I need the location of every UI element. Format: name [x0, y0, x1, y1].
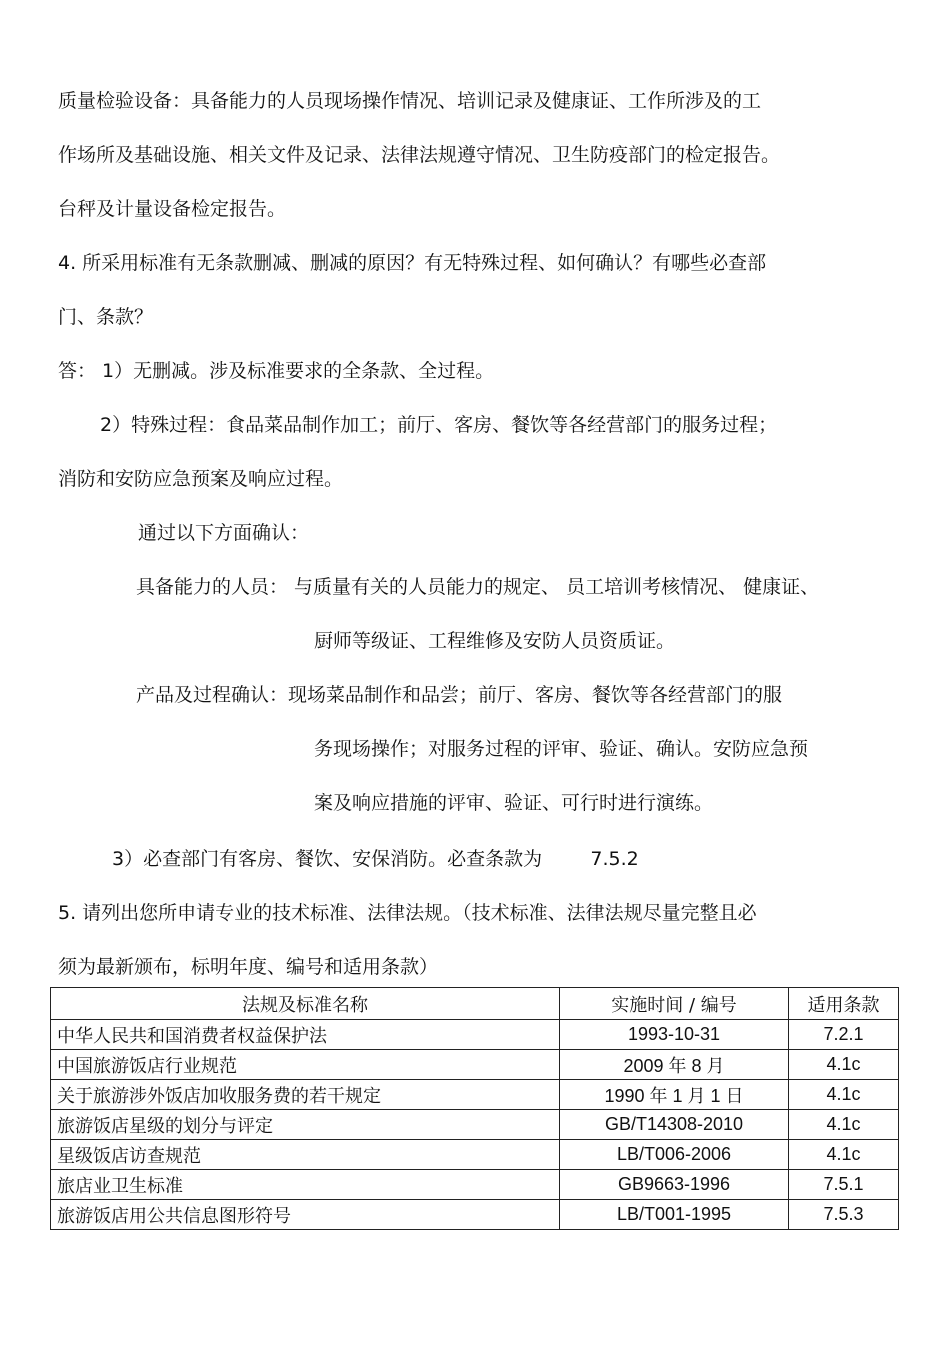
regulations-table [50, 987, 899, 1230]
table-row [51, 1110, 899, 1140]
regulation-name: 中华人民共和国消费者权益保护法 [51, 1020, 560, 1050]
question-5-line-1: 5. 请列出您所申请专业的技术标准、法律法规。（技术标准、法律法规尽量完整且必 [58, 902, 757, 924]
header-clause: 适用条款 [789, 988, 899, 1020]
regulation-name: 关于旅游涉外饭店加收服务费的若干规定 [51, 1080, 560, 1110]
question-4-line-1: 4. 所采用标准有无条款删减、删减的原因？有无特殊过程、如何确认？有哪些必查部 [58, 252, 767, 274]
table-row [51, 1080, 899, 1110]
regulation-date-number: 1990 年 1 月 1 日 [560, 1080, 789, 1110]
table-header-row [51, 988, 899, 1020]
regulation-clause: 4.1c [789, 1140, 899, 1170]
table-row [51, 1020, 899, 1050]
text-line-2: 作场所及基础设施、相关文件及记录、法律法规遵守情况、卫生防疫部门的检定报告。 [58, 144, 781, 166]
text-line-3: 台秤及计量设备检定报告。 [58, 198, 287, 220]
regulation-date-number: GB9663-1996 [560, 1170, 789, 1200]
regulation-date-number: GB/T14308-2010 [560, 1110, 789, 1140]
text-line-1: 质量检验设备：具备能力的人员现场操作情况、培训记录及健康证、工作所涉及的工 [58, 90, 762, 112]
table-row [51, 1140, 899, 1170]
regulation-name: 旅游饭店星级的划分与评定 [51, 1110, 560, 1140]
regulation-name: 旅店业卫生标准 [51, 1170, 560, 1200]
regulation-date-number: LB/T006-2006 [560, 1140, 789, 1170]
capable-personnel-line-2: 厨师等级证、工程维修及安防人员资质证。 [314, 630, 676, 652]
regulation-name: 中国旅游饭店行业规范 [51, 1050, 560, 1080]
table-row [51, 1200, 899, 1230]
regulation-clause: 4.1c [789, 1050, 899, 1080]
regulation-date-number: 2009 年 8 月 [560, 1050, 789, 1080]
answer-item-3: 3）必查部门有客房、餐饮、安保消防。必查条款为 7.5.2 [112, 848, 639, 870]
answer-item-2-line-2: 消防和安防应急预案及响应过程。 [58, 468, 344, 490]
confirm-heading: 通过以下方面确认： [138, 522, 310, 544]
capable-personnel-line-1: 具备能力的人员： 与质量有关的人员能力的规定、 员工培训考核情况、 健康证、 [136, 576, 820, 598]
process-confirm-line-2: 务现场操作；对服务过程的评审、验证、确认。安防应急预 [314, 738, 809, 760]
table-row [51, 1170, 899, 1200]
question-5-line-2: 须为最新颁布，标明年度、编号和适用条款） [58, 956, 439, 978]
regulation-date-number: LB/T001-1995 [560, 1200, 789, 1230]
question-4-line-2: 门、条款？ [58, 306, 154, 328]
regulation-clause: 4.1c [789, 1110, 899, 1140]
regulation-name: 星级饭店访查规范 [51, 1140, 560, 1170]
header-name: 法规及标准名称 [51, 988, 560, 1020]
regulation-name: 旅游饭店用公共信息图形符号 [51, 1200, 560, 1230]
table-row [51, 1050, 899, 1080]
regulation-clause: 4.1c [789, 1080, 899, 1110]
regulation-clause: 7.2.1 [789, 1020, 899, 1050]
process-confirm-line-3: 案及响应措施的评审、验证、可行时进行演练。 [314, 792, 714, 814]
regulation-date-number: 1993-10-31 [560, 1020, 789, 1050]
header-date-number: 实施时间 / 编号 [560, 988, 789, 1020]
regulation-clause: 7.5.1 [789, 1170, 899, 1200]
answer-item-2-line-1: 2）特殊过程：食品菜品制作加工；前厅、客房、餐饮等各经营部门的服务过程； [100, 414, 778, 436]
process-confirm-line-1: 产品及过程确认：现场菜品制作和品尝；前厅、客房、餐饮等各经营部门的服 [136, 684, 783, 706]
answer-item-1: 答： 1）无删减。涉及标准要求的全条款、全过程。 [58, 360, 495, 382]
regulation-clause: 7.5.3 [789, 1200, 899, 1230]
